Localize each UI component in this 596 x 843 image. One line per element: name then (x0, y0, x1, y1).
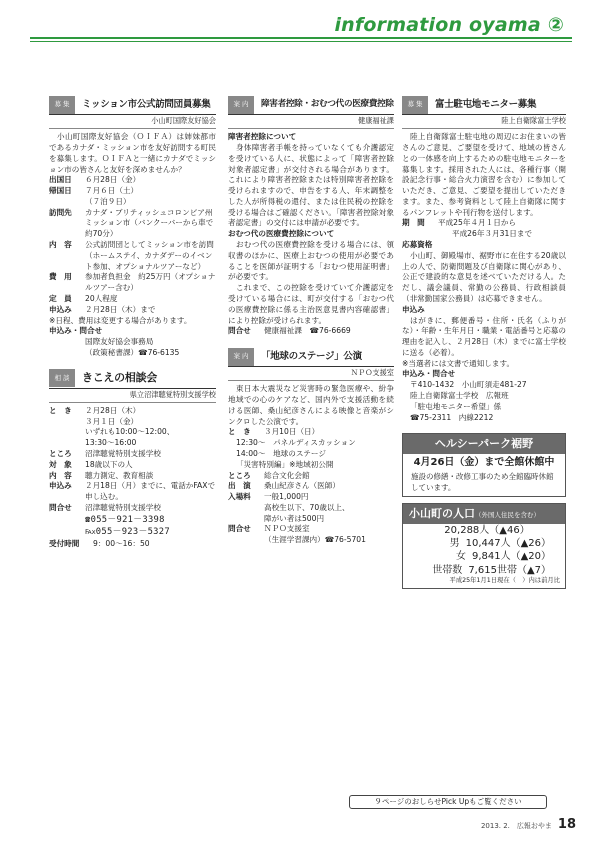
detail-row (49, 417, 216, 428)
body-text: はがきに、郵便番号・住所・氏名（ふりがな）・年齢・生年月日・職業・電話番号と応募の理由を記入し、２月28日（木）までに富士学校に送る（必着）。 (402, 315, 566, 357)
section-title: きこえの相談会 (82, 371, 157, 385)
subheading: 障害者控除について (228, 132, 297, 142)
contact-value: 健康福祉課 ☎76-6669 (264, 326, 351, 336)
detail-label: 出国日 (49, 175, 72, 185)
contact-line: 〒410-1432 小山町須走481-27 (410, 380, 527, 390)
hearing-section (49, 369, 216, 550)
detail-value: 総合文化会館 (264, 470, 310, 480)
intro-text: 陸上自衛隊富士駐屯地の周辺にお住まいの皆さんのご意見、ご要望を受けて、地域の皆さんとの一体感を向上するための駐屯地モニターを募集します。採用された人には、各種行事（開設記念行事・総合火力演習を含む）に参加していただき、ご意見、ご要望を提出していただきます。また、参考資料として陸上自衛隊に関するパンフレットや刊行物を送付します。 (402, 132, 566, 217)
section-title: 「地球のステージ」公演 (261, 350, 362, 362)
population-title (403, 504, 565, 524)
note-text: ※日程、費用は変更する場合があります。 (49, 315, 192, 325)
section-organization: 健康福祉課 (228, 115, 394, 129)
detail-row (228, 481, 394, 492)
contact-row (228, 524, 394, 535)
population-row-value: 7,615世帯（▲7） (468, 564, 551, 576)
footer-text: 2013. 2. 広報おやま (480, 822, 552, 830)
detail-label: 出 演 (228, 481, 251, 491)
column-left (49, 95, 221, 559)
subheading: おむつ代の医療費控除について (228, 229, 335, 239)
detail-value: ２月18日（月）までに、電話かFAXで申し込む。 (85, 481, 216, 502)
population-box (402, 503, 566, 588)
mission-section (49, 95, 221, 359)
monitor-section (402, 95, 566, 423)
category-tag: 案 内 (228, 348, 254, 366)
body-text: 小山町、御殿場市、裾野市に在住する20歳以上の人で、防衛問題及び自衛隊に関心があり、公正で建設的な意見を述べていただける人。ただし、議会議員、常勤の公務員、行政相談員（非常勤国家公務員）は応募できません。 (402, 250, 566, 303)
population-row (403, 564, 565, 577)
contact-label: 問合せ (228, 326, 251, 336)
detail-value: 20人程度 (85, 293, 118, 303)
detail-label (49, 427, 85, 438)
header-rule (30, 37, 572, 39)
detail-row (49, 197, 216, 208)
detail-value: 13:30～16:00 (85, 438, 137, 448)
section-title: ミッション市公式訪問団員募集 (82, 98, 211, 110)
population-list (403, 524, 565, 577)
detail-label: 定 員 (49, 293, 72, 303)
period-label: 期 間 (402, 218, 425, 228)
period-end: 平成26年３月31日まで (452, 229, 533, 239)
detail-row (228, 471, 394, 482)
detail-value: ２月28日（木） (85, 405, 141, 415)
contact-line: 「駐屯地モニター希望」係 (410, 401, 502, 411)
detail-value: 参加者負担金 約25万円（オプショナルツアー含む） (85, 272, 216, 293)
section-header (228, 347, 394, 367)
column-right (402, 95, 566, 589)
detail-list (228, 471, 394, 503)
detail-value: 公式訪問団としてミッション市を訪問（ホームステイ、カナダデーのイベント参加、オプショナルツアーなど） (85, 240, 214, 271)
detail-value: 沼津聴覚特別支援学校 (85, 502, 161, 512)
detail-value: 沼津聴覚特別支援学校 (85, 448, 161, 458)
section-organization: ＮＰＯ支援室 (228, 367, 394, 381)
detail-label: 問合せ (49, 502, 72, 512)
body-text: おむつ代の医療費控除を受ける場合には、領収書のほかに、医療上おむつの使用が必要であることを医師が証明する「おむつ使用証明書」が必要です。 (228, 240, 394, 282)
section-header (402, 95, 566, 115)
detail-label: と き (49, 405, 72, 415)
population-note: 平成25年1月1日現在（ ）内は前月比 (449, 576, 560, 584)
detail-value: 聴力測定、教育相談 (85, 470, 154, 480)
deduction-section (228, 95, 394, 337)
detail-value: 一般1,000円 (264, 492, 309, 502)
section-organization: 県立沼津聴覚特別支援学校 (49, 389, 216, 403)
detail-row (49, 272, 216, 294)
contact-row (228, 326, 394, 337)
detail-label: 申込み (49, 481, 72, 491)
contact-line: （政策秘書課）☎76-6135 (85, 347, 180, 357)
detail-value: 18歳以下の人 (85, 459, 133, 469)
detail-value: 桑山紀彦さん（医師） (264, 481, 340, 491)
detail-row (49, 406, 216, 417)
subheading: 応募資格 (402, 240, 433, 250)
population-subtitle: （外国人住民を含む） (475, 511, 540, 520)
park-notice-box (402, 433, 566, 497)
category-tag: 案 内 (228, 96, 254, 114)
period-start: 平成25年４月１日から (438, 218, 517, 228)
detail-row (49, 460, 216, 471)
body-text: これまで、この控除を受けていて介護認定を受けている場合には、町が交付する「おむつ代の医療費控除に係る主治医意見書内容確認書」により控除が受けられます。 (228, 283, 394, 325)
section-title: 障害者控除・おむつ代の医療費控除 (261, 99, 394, 110)
detail-row (228, 427, 394, 438)
population-row-label: 男 (449, 538, 460, 550)
section-title: 富士駐屯地モニター募集 (435, 98, 537, 110)
detail-row (49, 503, 216, 514)
section-header (49, 95, 216, 115)
pickup-banner: ９ページのおしらせPick Upもご覧ください (349, 795, 547, 809)
detail-label: 内 容 (49, 470, 72, 480)
detail-value: （７泊９日） (85, 196, 131, 206)
detail-row (49, 305, 216, 316)
population-row (403, 524, 565, 537)
contact-label: 問合せ (228, 524, 251, 534)
population-row (403, 550, 565, 563)
schedule-item: 「災害特別編」※地域初公開 (236, 459, 334, 469)
detail-label: ところ (49, 448, 72, 458)
section-organization: 陸上自衛隊富士学校 (402, 115, 566, 129)
stage-section (228, 347, 394, 546)
population-title-text: 小山町の人口 (409, 507, 475, 521)
category-tag: 募 集 (49, 96, 75, 114)
detail-value: ３月１日（金） (85, 416, 139, 426)
contact-label: 申込み・問合せ (49, 326, 103, 336)
section-organization: 小山町国際友好協会 (49, 115, 216, 129)
contact-value: ＮＰＯ支援室 (264, 524, 310, 534)
column-middle (228, 95, 394, 556)
population-row (403, 537, 565, 550)
detail-label: 内 容 (49, 240, 72, 250)
contact-label: 申込み・問合せ (402, 369, 456, 379)
hours-value: 9：00～16：50 (93, 538, 150, 548)
detail-label: 帰国日 (49, 186, 72, 196)
detail-list (49, 406, 216, 514)
population-row-label: 世帯数 (432, 564, 463, 576)
detail-row (49, 207, 221, 240)
detail-value: ２月28日（木）まで (85, 304, 156, 314)
note-text: ※当選者には文書で通知します。 (402, 358, 515, 368)
detail-row (49, 438, 216, 449)
intro-text: 東日本大震災など災害時の緊急医療や、紛争地域での心のケアなど、国内外で支援活動を続ける医師、桑山紀彦さんによる映像と音楽がシンクロした公演です。 (228, 384, 394, 426)
detail-label (49, 417, 85, 428)
detail-list (228, 427, 394, 438)
detail-label (49, 197, 85, 208)
detail-row (49, 449, 216, 460)
detail-value: ３月10日（日） (264, 427, 320, 437)
contact-line: 国際友好協会事務局 (85, 337, 154, 347)
detail-label: 申込み (49, 304, 72, 314)
detail-row (49, 294, 216, 305)
page-footer (481, 816, 576, 834)
population-row-value: 9,841人（▲20） (471, 551, 551, 563)
contact-line: ☎75-2311 内線2212 (410, 412, 494, 422)
fee-line: 高校生以下、70歳以上、 (264, 502, 350, 512)
detail-label: 費 用 (49, 272, 72, 282)
detail-row (49, 175, 216, 186)
detail-row (49, 240, 216, 272)
detail-row (49, 186, 216, 197)
contact-line: 陸上自衛隊富士学校 広報班 (410, 390, 509, 400)
detail-row (49, 481, 216, 503)
detail-label: ところ (228, 470, 251, 480)
period-row (402, 218, 566, 229)
page-title: information oyama ② (334, 14, 564, 36)
detail-value: ７月６日（土） (85, 186, 139, 196)
schedule-item: 12:30～ パネルディスカッション (236, 438, 356, 448)
detail-row (228, 492, 394, 503)
detail-value: いずれも10:00～12:00、 (85, 427, 175, 437)
page-header (30, 10, 572, 40)
fee-line: 障がい者は500円 (264, 513, 325, 523)
park-closure-line: 4月26日（金）まで全館休館中 (413, 456, 555, 468)
detail-label (49, 438, 85, 449)
population-row-value: 10,447人（▲26） (465, 538, 551, 550)
category-tag: 募 集 (402, 96, 428, 114)
body-text: 身体障害者手帳を持っていなくても介護認定を受けている人に、状態によって「障害者控除対象者認定書」が交付される場合があります。これにより障害者控除または特別障害者控除を受けられますので、申告をする人、年末調整をした人が所得税の還付、または住民税の控除を受ける場合はご確認ください。「障害者控除対象者認定書」の交付には申請が必要です。 (228, 143, 394, 228)
hours-label: 受付時間 (49, 538, 80, 548)
detail-row (49, 471, 216, 482)
hours-row (49, 539, 216, 550)
park-title: ヘルシーパーク裾野 (403, 434, 565, 454)
section-header (49, 369, 216, 389)
subheading: 申込み (402, 304, 425, 314)
section-header (228, 95, 394, 115)
detail-row (49, 427, 216, 438)
intro-text: 小山町国際友好協会（ＯＩＦＡ）は姉妹都市であるカナダ・ミッション市を友好訪問する町民を募集します。ＯＩＦＡと一緒にカナダでミッション市の皆さんと友好を深めませんか？ (49, 132, 216, 174)
population-row-value: 20,288人（▲46） (444, 525, 530, 536)
detail-list (49, 175, 221, 315)
schedule-item: 14:00～ 地球のステージ (236, 448, 326, 458)
fax-number: ℻055－923－5327 (85, 527, 170, 538)
detail-label: 訪問先 (49, 207, 72, 217)
detail-value: カナダ・ブリティッシュコロンビア州 ミッション市（バンクーバーから車で約70分） (85, 207, 221, 239)
population-row-label: 女 (455, 551, 466, 563)
detail-label: と き (228, 427, 251, 437)
page-number: 18 (557, 817, 576, 832)
header-rule-thin (30, 41, 572, 42)
phone-number: ☎055－921－3398 (85, 514, 165, 525)
detail-label: 対 象 (49, 459, 72, 469)
detail-label: 入場料 (228, 492, 251, 502)
category-tag: 相 談 (49, 369, 75, 387)
park-note: 施設の修繕・改修工事のため全館臨時休館しています。 (411, 472, 554, 492)
detail-value: ６月28日（金） (85, 175, 141, 185)
contact-line: （生涯学習課内）☎76-5701 (264, 535, 366, 545)
